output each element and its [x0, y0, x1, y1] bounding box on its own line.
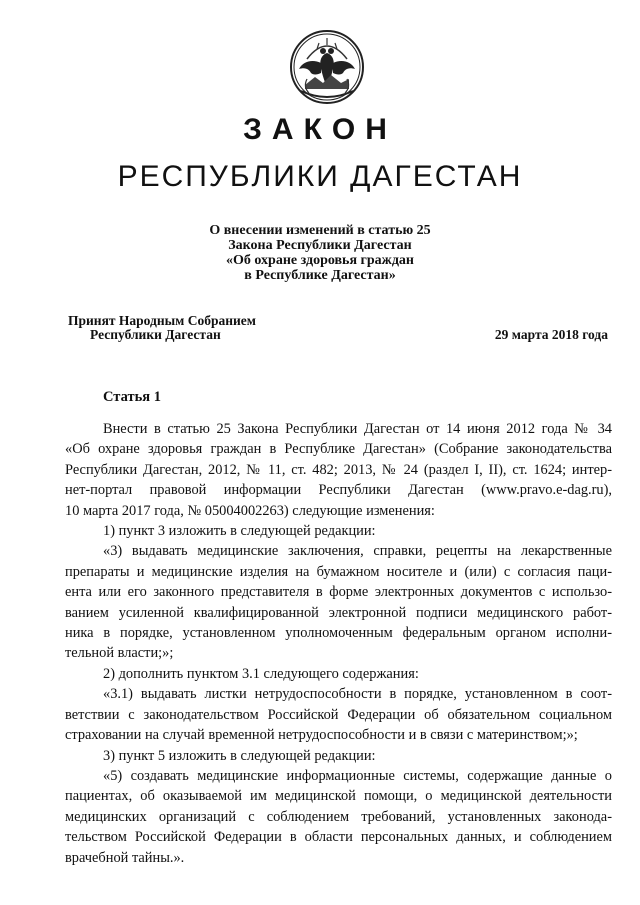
- adoption-date: 29 марта 2018 года: [494, 327, 608, 342]
- article-text-line: Республики Дагестан, 2012, № 11, ст. 482; 2013, № 24 (раздел I, II), ст. 1624; интер-: [65, 461, 612, 478]
- subtitle-line: Закона Республики Дагестан: [228, 238, 412, 253]
- adoption-line-2: Республики Дагестан: [90, 327, 221, 342]
- article-text-line: пациентах, об оказываемой им медицинской помощи, о медицинской деятельности: [65, 788, 612, 805]
- article-text-line: «3) выдавать медицинские заключения, справки, рецепты на лекарственные: [103, 543, 612, 560]
- article-text-line: 1) пункт 3 изложить в следующей редакции:: [103, 523, 376, 540]
- subtitle-line: в Республике Дагестан»: [244, 268, 396, 283]
- subtitle-line: «Об охране здоровья граждан: [226, 253, 414, 268]
- article-text-line: ветствии с законодательством Российской Федерации об обязательном социальном: [65, 706, 612, 723]
- article-text-line: 2) дополнить пунктом 3.1 следующего содержания:: [103, 665, 419, 682]
- article-body: [65, 419, 612, 868]
- subtitle-line: О внесении изменений в статью 25: [209, 223, 431, 238]
- article-text-line: ника в порядке, установленном уполномоченным федеральным органом исполни-: [65, 625, 612, 642]
- law-subtitle: [0, 223, 640, 283]
- article-text-line: 10 марта 2017 года, № 05004002263) следующие изменения:: [65, 502, 435, 519]
- article-text-line: «3.1) выдавать листки нетрудоспособности в порядке, установленном в соот-: [103, 686, 612, 703]
- article-heading: Статья 1: [103, 389, 161, 405]
- article-text-line: врачебной тайны.».: [65, 849, 185, 866]
- article-text-line: Внести в статью 25 Закона Республики Дагестан от 14 июня 2012 года № 34: [103, 421, 612, 437]
- article-text-line: медицинских организаций с соблюдением требований, установленных законода-: [65, 808, 612, 825]
- article-text-line: «Об охране здоровья граждан в Республике Дагестан» (Собрание законодательства: [65, 441, 612, 458]
- law-title: ЗАКОН: [243, 113, 397, 146]
- article-text-line: тельной власти;»;: [65, 645, 174, 662]
- coat-of-arms-emblem: [285, 23, 369, 107]
- article-text-line: страховании на случай временной нетрудоспособности и в связи с материнством;»;: [65, 727, 578, 744]
- republic-title: РЕСПУБЛИКИ ДАГЕСТАН: [117, 160, 523, 193]
- article-text-line: препараты и медицинские изделия на бумажном носителе и (или) с согласия паци-: [65, 563, 612, 580]
- article-text-line: тельством Российской Федерации в области персональных данных, и соблюдением: [65, 829, 612, 846]
- adoption-line-1: Принят Народным Собранием: [68, 313, 256, 328]
- adoption-block: [68, 314, 256, 342]
- article-text-line: ента или его законного представителя в форме электронных документов с использо-: [65, 584, 612, 601]
- article-text-line: «5) создавать медицинские информационные системы, содержащие данные о: [103, 767, 612, 784]
- article-text-line: нет-портал правовой информации Республики Дагестан (www.pravo.e-dag.ru),: [65, 482, 612, 499]
- article-text-line: 3) пункт 5 изложить в следующей редакции:: [103, 747, 376, 764]
- article-text-line: ванием усиленной квалифицированной электронной подписи медицинского работ-: [65, 604, 612, 621]
